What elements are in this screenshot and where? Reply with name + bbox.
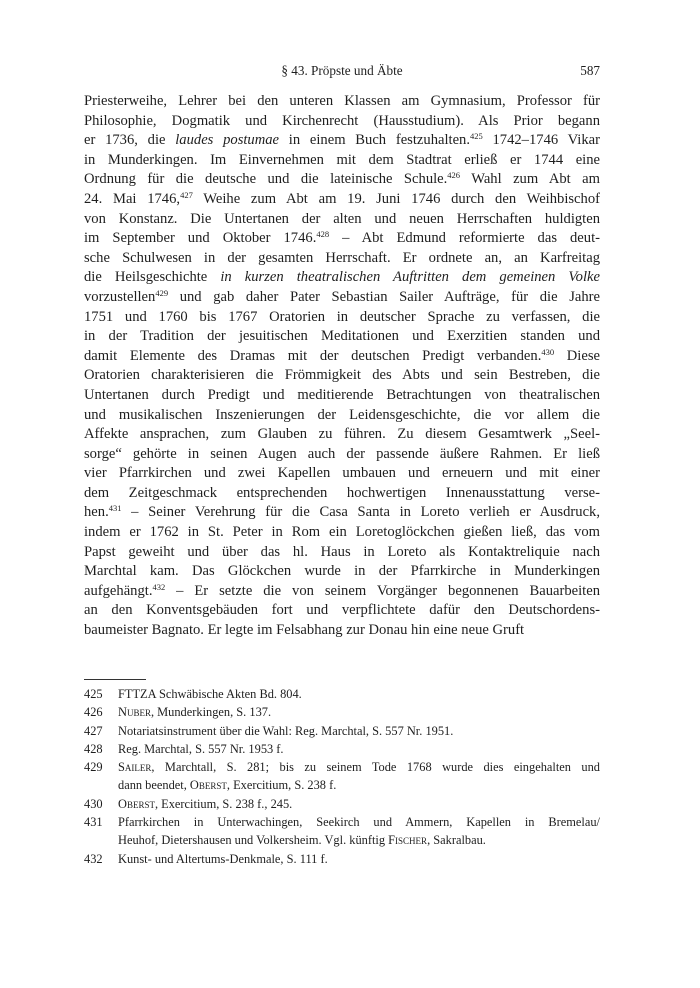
text-run: Diese: [554, 347, 600, 364]
author-name: Sailer: [118, 760, 152, 775]
text-run: hen.: [84, 504, 109, 521]
body-line: [84, 562, 600, 582]
footnote-line: [118, 850, 600, 868]
text-run: dem Zeitgeschmack entsprechenden hochwertigen Innenausstattung verse-: [84, 484, 600, 501]
footnote-line: [118, 685, 600, 703]
running-header: [84, 63, 600, 83]
body-line: [84, 288, 600, 308]
footnote-marker: 430: [541, 346, 555, 357]
text-run: in der Tradition der jesuitischen Meditationen und Exerzitien standen und: [84, 328, 600, 345]
text-run: in Munderkingen. Im Einvernehmen mit dem Stadtrat erließ er 1744 eine: [84, 151, 600, 168]
footnote-number: 431: [84, 815, 103, 830]
body-line: [84, 582, 600, 602]
text-run: vier Pfarrkirchen und zwei Kapellen umbauen und erneuern und mit einer: [84, 465, 600, 482]
text-run: FTTZA Schwäbische Akten Bd. 804.: [118, 687, 302, 701]
body-line: [84, 151, 600, 171]
text-run: Oratorien charakterisieren die Frömmigkeit des Abts und sein Bestreben, die: [84, 367, 600, 384]
footnote: [84, 850, 600, 868]
body-line: [84, 386, 600, 406]
footnote-number: 428: [84, 741, 103, 756]
author-name: Fischer: [388, 833, 428, 848]
footnote: [84, 758, 600, 795]
text-run: indem er 1762 in St. Peter in Rom ein Loretoglöckchen gießen ließ, das vom: [84, 524, 600, 541]
running-title: § 43. Pröpste und Äbte: [281, 63, 403, 78]
text-run: von Konstanz. Die Untertanen der alten und neuen Herrschaften huldigten: [84, 210, 600, 227]
body-line: [84, 366, 600, 386]
body-line: [84, 308, 600, 328]
text-run: und musikalischen Inszenierungen der Leidensgeschichte, die vor allem die: [84, 406, 600, 423]
text-run: , Sakralbau.: [427, 833, 486, 848]
text-run: an den Konventsgebäuden fort und verpflichtete dafür den Deutschordens-: [84, 602, 600, 619]
text-run: Pfarrkirchen in Unterwachingen, Seekirch und Ammern, Kapellen in Bremelau/: [118, 815, 600, 830]
text-run: vorzustellen: [84, 288, 156, 305]
footnote-marker: 428: [316, 229, 330, 240]
footnote: [84, 703, 600, 721]
text-run: sorge“ gehörte in seinen Augen auch der passende äußere Rahmen. Er ließ: [84, 445, 600, 462]
text-run: Papst geweiht und über das hl. Haus in Loreto als Kontaktreliquie nach: [84, 543, 600, 560]
footnote-text: [118, 740, 600, 758]
footnote-text: [118, 685, 600, 703]
body-text: [84, 92, 600, 641]
text-run: dann beendet,: [118, 778, 190, 793]
text-run: in einem Buch festzuhalten.: [279, 132, 470, 149]
body-line: [84, 445, 600, 465]
text-run: , Marchtall, S. 281; bis zu seinem Tode 1768 wurde dies eingehalten und: [151, 760, 600, 775]
footnote-number: 425: [84, 687, 103, 701]
footnote-line: [118, 722, 600, 740]
body-line: [84, 484, 600, 504]
body-line: [84, 503, 600, 523]
footnote-marker: 425: [470, 131, 483, 142]
text-run: baumeister Bagnato. Er legte im Felsabhang zur Donau hin eine neue Gruft: [84, 622, 525, 639]
author-name: Nuber: [118, 705, 151, 720]
text-run: er 1736, die: [84, 132, 176, 149]
text-run: , Munderkingen, S. 137.: [150, 705, 272, 720]
text-run: Kunst- und Altertums-Denkmale, S. 111 f.: [118, 851, 328, 866]
text-run: Untertanen durch Predigt und meditierende Betrachtungen von theatralischen: [84, 386, 600, 403]
body-line: [84, 112, 600, 132]
body-line: [84, 464, 600, 484]
footnote: [84, 813, 600, 850]
footnote: [84, 740, 600, 758]
body-line: [84, 327, 600, 347]
footnote-line: [118, 776, 600, 794]
body-line: [84, 210, 600, 230]
body-line: [84, 92, 600, 112]
footnote-marker: 431: [108, 503, 122, 514]
footnote-number: 432: [84, 851, 103, 866]
body-line: [84, 229, 600, 249]
text-run: Heuhof, Dietershausen und Volkersheim. Vgl. künftig: [118, 833, 389, 848]
footnote-line: [118, 813, 600, 831]
body-line: [84, 543, 600, 563]
body-line: [84, 347, 600, 367]
footnote-text: [118, 703, 600, 721]
body-line: [84, 268, 600, 288]
text-run: aufgehängt.: [84, 582, 153, 599]
footnote-line: [118, 703, 600, 721]
body-line: [84, 170, 600, 190]
text-run: 1742–1746 Vikar: [482, 132, 600, 149]
footnotes: [84, 685, 600, 868]
footnote-marker: 427: [180, 189, 193, 200]
text-run: Weihe zum Abt am 19. Juni 1746 durch den Weihbischof: [192, 190, 600, 207]
footnote-text: [118, 850, 600, 868]
footnote: [84, 795, 600, 813]
text-run: Marchtal kam. Das Glöckchen wurde in der Pfarrkirche in Munderkingen: [84, 563, 600, 580]
footnote-line: [118, 795, 600, 813]
footnote-text: [118, 813, 600, 850]
author-name: Oberst: [118, 796, 155, 811]
footnote-separator: [84, 679, 146, 680]
text-run: Wahl zum Abt am: [460, 171, 600, 188]
footnote-marker: 432: [152, 581, 166, 592]
text-run: Ordnung für die deutsche und die lateinische Schule.: [84, 171, 448, 188]
footnote: [84, 722, 600, 740]
footnote-text: [118, 758, 600, 795]
footnote-number: 429: [84, 760, 103, 775]
text-run: Priesterweihe, Lehrer bei den unteren Klassen am Gymnasium, Professor für: [84, 93, 600, 109]
italic-phrase: laudes postumae: [175, 132, 280, 149]
text-run: – Abt Edmund reformierte das deut-: [329, 230, 600, 247]
text-run: – Er setzte die von seinem Vorgänger begonnenen Bauarbeiten: [165, 582, 600, 599]
footnote-text: [118, 722, 600, 740]
body-line: [84, 621, 600, 641]
body-line: [84, 523, 600, 543]
footnote-text: [118, 795, 600, 813]
text-run: sche Schulwesen in der gesamten Herrschaft. Er ordnete an, an Karfreitag: [84, 249, 600, 266]
body-line: [84, 406, 600, 426]
italic-phrase: in kurzen theatralischen Auftritten dem gemeinen Volke: [220, 269, 600, 286]
text-run: und gab daher Pater Sebastian Sailer Aufträge, für die Jahre: [168, 288, 600, 305]
footnote-number: 430: [84, 796, 103, 811]
footnote-marker: 426: [447, 170, 461, 181]
body-line: [84, 249, 600, 269]
footnote-marker: 429: [155, 287, 169, 298]
body-line: [84, 425, 600, 445]
text-run: im September und Oktober 1746.: [84, 230, 317, 247]
text-run: Notariatsinstrument über die Wahl: Reg. Marchtal, S. 557 Nr. 1951.: [118, 723, 454, 738]
text-run: Philosophie, Dogmatik und Kirchenrecht (Hausstudium). Als Prior begann: [84, 112, 600, 129]
text-run: 1751 und 1760 bis 1767 Oratorien in deutscher Sprache zu verfassen, die: [84, 308, 600, 325]
author-name: Oberst: [189, 778, 227, 793]
body-line: [84, 601, 600, 621]
body-line: [84, 131, 600, 151]
text-run: damit Elemente des Dramas mit der deutschen Predigt verbanden.: [84, 347, 542, 364]
text-run: Reg. Marchtal, S. 557 Nr. 1953 f.: [118, 741, 284, 756]
text-run: , Exercitium, S. 238 f., 245.: [154, 796, 293, 811]
text-run: die Heilsgeschichte: [84, 269, 221, 286]
footnote-line: [118, 831, 600, 849]
footnote-line: [118, 740, 600, 758]
footnote-number: 427: [84, 723, 103, 738]
footnote-number: 426: [84, 705, 103, 720]
text-run: , Exercitium, S. 238 f.: [226, 778, 337, 793]
text-run: Affekte ansprachen, zum Glauben zu führen. Zu diesem Gesamtwerk „Seel-: [84, 426, 600, 443]
text-run: 24. Mai 1746,: [84, 190, 181, 207]
body-line: [84, 190, 600, 210]
footnote-line: [118, 758, 600, 776]
footnote: [84, 685, 600, 703]
text-run: – Seiner Verehrung für die Casa Santa in Loreto verlieh er Ausdruck,: [121, 504, 600, 521]
page-number: 587: [580, 63, 600, 78]
